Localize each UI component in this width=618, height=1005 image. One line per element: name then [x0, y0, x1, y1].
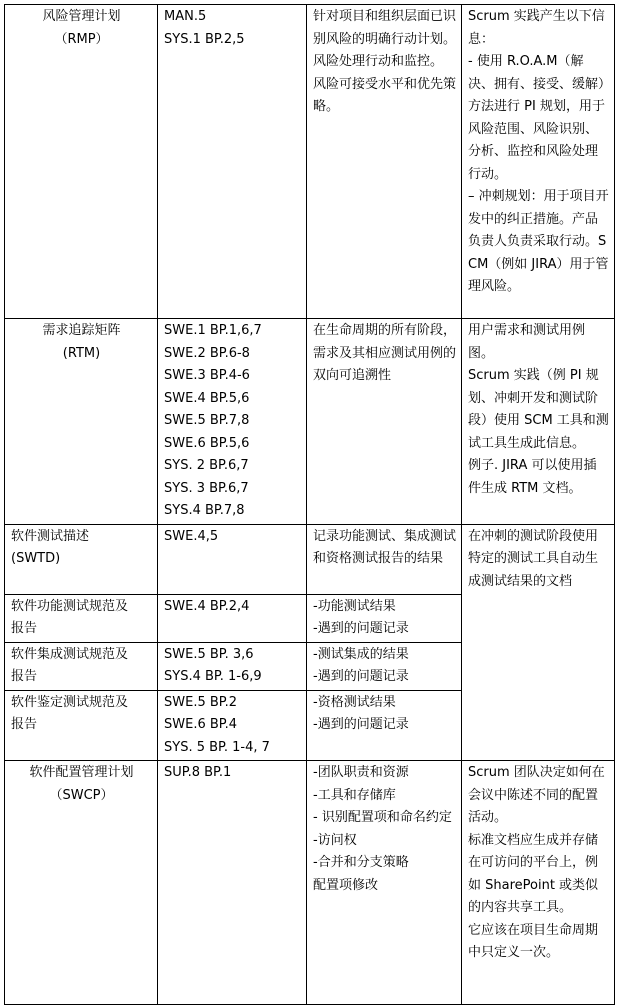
table-row-rmp [5, 5, 615, 319]
scrum-para: Scrum 实践（例 PI 规划、冲刺开发和测试阶段）使用 SCM 工具和测试工具生成此信息。 [468, 368, 609, 451]
work-product-name-line: 报告 [11, 717, 38, 732]
description-item: -合并和分支策略 [313, 855, 409, 870]
process-ref: SWE.6 BP.4 [164, 717, 237, 732]
scrum-para: 它应该在项目生命周期中只定义一次。 [468, 922, 599, 960]
table-row-swcp [5, 761, 615, 1005]
description-item: -功能测试结果 [313, 598, 396, 614]
content-description [307, 524, 462, 594]
description-item: -团队职责和资源 [313, 765, 409, 780]
work-product-name-line: 软件功能测试规范及 [11, 598, 129, 614]
process-refs [158, 642, 307, 690]
process-refs [158, 319, 307, 525]
process-ref: SYS. 2 BP.6,7 [164, 458, 249, 473]
description-item: -资格测试结果 [313, 694, 396, 710]
work-product-abbr: (SWTD) [11, 551, 61, 566]
scrum-para: 例子. JIRA 可以使用插件生成 RTM 文档。 [468, 458, 597, 496]
table-row-rtm [5, 319, 615, 525]
process-ref: SWE.4 BP.5,6 [164, 390, 250, 406]
work-product-name [5, 761, 158, 1005]
scrum-practice [462, 5, 615, 319]
description-item: - 识别配置项和命名约定 [313, 810, 452, 825]
process-ref: SYS.4 BP.7,8 [164, 503, 245, 518]
work-product-abbr: (RTM) [62, 345, 101, 361]
work-product-name-line: 报告 [11, 669, 38, 684]
description-para: 针对项目和组织层面已识别风险的明确行动计划。 [313, 9, 457, 47]
process-refs [158, 690, 307, 761]
process-ref: SWE.6 BP.5,6 [164, 435, 250, 451]
scrum-practice [462, 319, 615, 525]
scrum-para: Scrum 实践产生以下信息： [468, 9, 605, 47]
work-product-name-line: 软件配置管理计划 [29, 765, 134, 780]
work-product-abbr: （SWCP） [49, 787, 114, 803]
work-product-name [5, 690, 158, 761]
work-product-name-line: 软件测试描述 [11, 528, 90, 544]
description-item: -工具和存储库 [313, 787, 396, 803]
process-ref: SYS. 5 BP. 1-4, 7 [164, 739, 270, 755]
description-item: -遇到的问题记录 [313, 621, 409, 636]
work-product-name [5, 642, 158, 690]
process-ref: SWE.5 BP.7,8 [164, 413, 250, 428]
description-item: -遇到的问题记录 [313, 717, 409, 732]
work-product-name [5, 594, 158, 642]
description-item: -测试集成的结果 [313, 646, 409, 662]
description-item: 配置项修改 [313, 877, 379, 893]
content-description [307, 690, 462, 761]
work-product-name-line: 软件鉴定测试规范及 [11, 694, 129, 710]
process-ref: SWE.5 BP. 3,6 [164, 646, 254, 662]
description-item: -访问权 [313, 832, 357, 848]
process-refs [158, 5, 307, 319]
work-product-name [5, 319, 158, 525]
scrum-para: 在冲刺的测试阶段使用特定的测试工具自动生成测试结果的文档 [468, 528, 599, 589]
process-ref: SYS. 3 BP.6,7 [164, 480, 249, 496]
process-ref: SWE.5 BP.2 [164, 694, 237, 710]
table-row-swtd [5, 524, 615, 594]
process-ref: SYS.4 BP. 1-6,9 [164, 669, 262, 684]
content-description [307, 5, 462, 319]
work-product-name-line: 软件集成测试规范及 [11, 646, 129, 662]
content-description [307, 761, 462, 1005]
scrum-para: - 使用 R.O.A.M（解决、拥有、接受、缓解）方法进行 PI 规划，用于风险范围、风险识别、分析、监控和风险处理行动。 [468, 54, 605, 182]
scrum-practice [462, 524, 615, 761]
description-para: 风险处理行动和监控。 [313, 54, 444, 69]
scrum-practice [462, 761, 615, 1005]
description-item: -遇到的问题记录 [313, 669, 409, 684]
process-ref: SWE.4,5 [164, 528, 219, 544]
process-ref: MAN.5 [164, 9, 207, 24]
work-product-name-line: 风险管理计划 [42, 9, 121, 24]
description-para: 记录功能测试、集成测试和资格测试报告的结果 [313, 528, 457, 566]
work-product-name-line: 报告 [11, 621, 38, 636]
description-para: 风险可接受水平和优先策略。 [313, 76, 457, 114]
scrum-para: 标准文档应生成并存储在可访问的平台上，例如 SharePoint 或类似的内容共享工具。 [468, 832, 599, 915]
content-description [307, 594, 462, 642]
work-product-name [5, 5, 158, 319]
work-product-table [4, 4, 615, 1005]
scrum-para: – 冲刺规划：用于项目开发中的纠正措施。产品负责人负责采取行动。SCM（例如 JIRA）用于管理风险。 [468, 189, 609, 294]
content-description [307, 319, 462, 525]
work-product-abbr: （RMP） [54, 31, 109, 47]
process-ref: SWE.3 BP.4-6 [164, 368, 250, 383]
description-para: 在生命周期的所有阶段，需求及其相应测试用例的双向可追溯性 [313, 323, 457, 383]
process-refs [158, 524, 307, 594]
process-refs [158, 594, 307, 642]
scrum-para: 用户需求和测试用例图。 [468, 323, 586, 361]
process-ref: SWE.2 BP.6-8 [164, 345, 250, 361]
work-product-name [5, 524, 158, 594]
process-refs [158, 761, 307, 1005]
process-ref: SUP.8 BP.1 [164, 765, 232, 780]
scrum-para: Scrum 团队决定如何在会议中陈述不同的配置活动。 [468, 765, 605, 825]
process-ref: SWE.1 BP.1,6,7 [164, 323, 262, 338]
process-ref: SWE.4 BP.2,4 [164, 598, 250, 614]
process-ref: SYS.1 BP.2,5 [164, 31, 245, 47]
content-description [307, 642, 462, 690]
work-product-name-line: 需求追踪矩阵 [42, 323, 121, 338]
